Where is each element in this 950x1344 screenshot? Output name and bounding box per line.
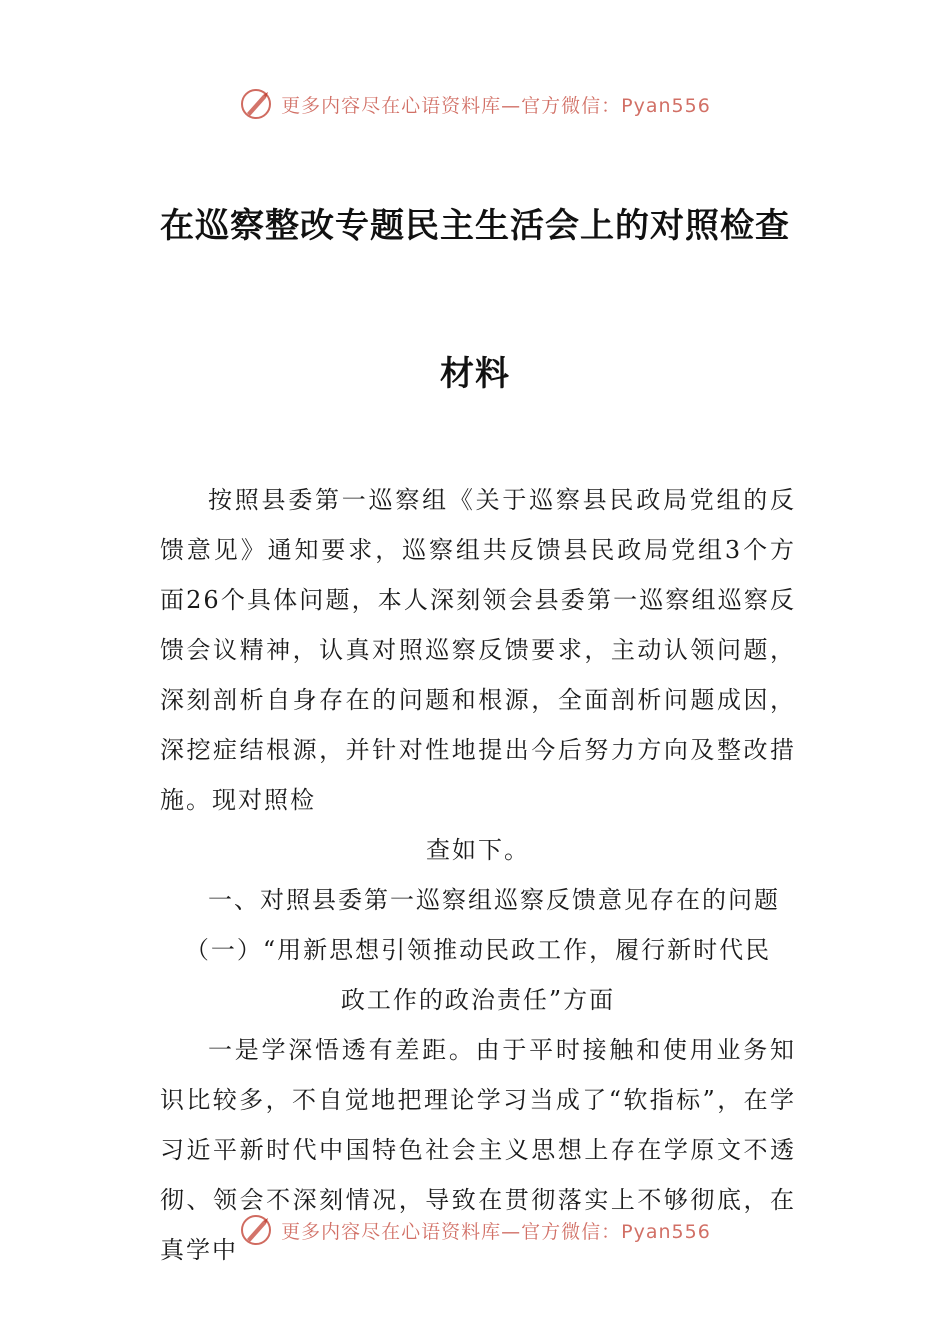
watermark-text: 更多内容尽在心语资料库—官方微信：Pyan556	[281, 94, 711, 117]
quill-logo-icon	[239, 1213, 273, 1247]
intro-paragraph-tail: 查如下。	[426, 836, 530, 864]
quill-logo-icon	[239, 87, 273, 121]
intro-paragraph: 按照县委第一巡察组《关于巡察县民政局党组的反馈意见》通知要求，巡察组共反馈县民政局党组3个方面26个具体问题，本人深刻领会县委第一巡察组巡察反馈会议精神，认真对照巡察反馈要求，主动认领问题，深刻剖析自身存在的问题和根源，全面剖析问题成因，深挖症结根源，并针对性地提出今后努力方向及整改措施。现对照检	[160, 486, 796, 814]
document-body	[160, 475, 796, 1275]
watermark-footer	[0, 1208, 950, 1252]
section-heading-1: 一、对照县委第一巡察组巡察反馈意见存在的问题	[208, 886, 780, 914]
watermark-text: 更多内容尽在心语资料库—官方微信：Pyan556	[281, 1220, 711, 1243]
document-title-line-1: 在巡察整改专题民主生活会上的对照检查	[160, 206, 790, 246]
subsection-heading-1-line-2: 政工作的政治责任”方面	[340, 986, 616, 1014]
document-title-line-2: 材料	[440, 354, 510, 394]
watermark-header	[0, 82, 950, 126]
subsection-heading-1-line-1: （一）“用新思想引领推动民政工作，履行新时代民	[184, 936, 772, 964]
point-1-paragraph: 一是学深悟透有差距。由于平时接触和使用业务知识比较多，不自觉地把理论学习当成了“软指标”，在学习近平新时代中国特色社会主义思想上存在学原文不透彻、领会不深刻情况，导致在贯彻落实上不够彻底，在真学中	[160, 1036, 796, 1264]
